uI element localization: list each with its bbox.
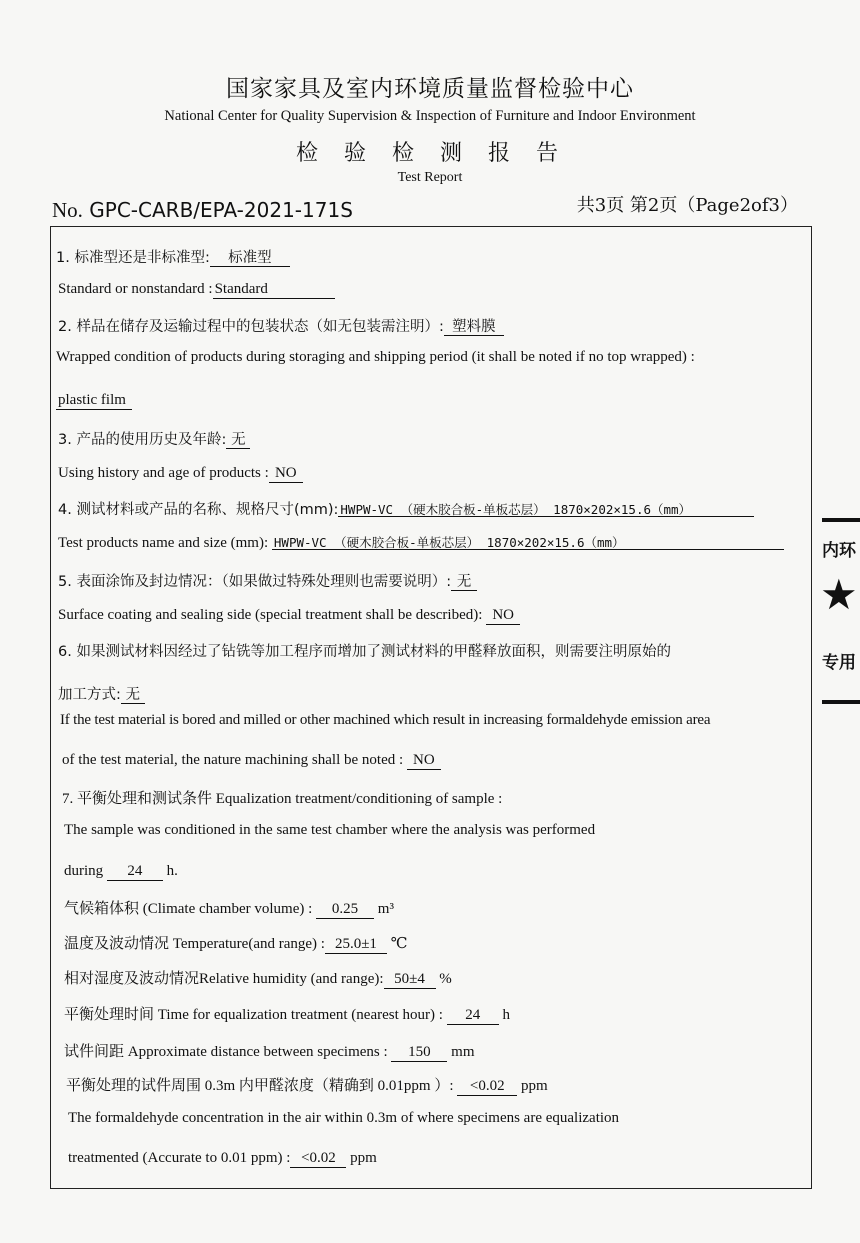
star-icon: ★ — [820, 570, 858, 619]
dist-unit: mm — [451, 1044, 475, 1060]
rh-label: 相对湿度及波动情况Relative humidity (and range): — [64, 971, 384, 987]
item5-en-value: NO — [486, 608, 520, 625]
rh-value: 50±4 — [384, 972, 436, 989]
specimen-distance — [64, 1040, 475, 1062]
during-value: 24 — [107, 864, 163, 881]
report-number-value: GPC-CARB/EPA-2021-171S — [89, 198, 353, 222]
item4-en-value: HWPW-VC （硬木胶合板-单板芯层） 1870×202×15.6（mm） — [272, 536, 784, 550]
concentration-en-1: The formaldehyde concentration in the air within 0.3m of where specimens are equalization — [68, 1110, 620, 1126]
item2-en-value: plastic film — [56, 393, 132, 410]
item3-en-label: Using history and age of products : — [58, 465, 269, 481]
chamber-volume — [64, 897, 394, 919]
time-label: 平衡处理时间 Time for equalization treatment (nearest hour) : — [64, 1007, 443, 1023]
concentration-en-2 — [68, 1150, 377, 1168]
concentration-cn — [66, 1074, 548, 1096]
item7-title: 7. 平衡处理和测试条件 Equalization treatment/conditioning of sample : — [62, 791, 503, 807]
item6-en-2 — [62, 752, 441, 770]
conc-en2-label: treatmented (Accurate to 0.01 ppm) : — [68, 1150, 291, 1166]
rh-unit: % — [439, 971, 452, 987]
item7-conditioned: The sample was conditioned in the same test chamber where the analysis was performed — [64, 822, 596, 838]
item2-cn-value: 塑料膜 — [444, 320, 504, 336]
temp-unit: ℃ — [390, 936, 408, 952]
conc-cn-label: 平衡处理的试件周围 0.3m 内甲醛浓度（精确到 0.01ppm ）: — [66, 1078, 454, 1094]
item4-en — [58, 535, 784, 552]
report-title-en: Test Report — [397, 170, 463, 185]
item3-cn — [58, 428, 250, 449]
item4-cn — [58, 498, 754, 519]
during-label: during — [64, 863, 104, 879]
report-title-cn: 检验检测报告 — [295, 141, 584, 166]
item5-cn-label: 5. 表面涂饰及封边情况：（如果做过特殊处理则也需要说明）: — [58, 574, 452, 590]
item6-cn-2 — [58, 683, 145, 704]
seal-bar-bottom — [822, 700, 860, 704]
item6-en: If the test material is bored and milled or other machined which result in increasing formaldehyde emission area — [60, 712, 711, 728]
item6-cn-value: 无 — [121, 688, 145, 704]
item2-en-value-row — [56, 392, 132, 410]
page-info: 共3页 第2页（Page2of3） — [576, 195, 798, 216]
seal-text-top: 内环 — [822, 541, 856, 561]
item3-en-value: NO — [269, 466, 303, 483]
item5-en — [58, 607, 520, 625]
item5-cn — [58, 570, 477, 591]
item6-en-value: NO — [407, 753, 441, 770]
item2-cn — [58, 315, 504, 336]
item1-cn-value: 标准型 — [210, 251, 290, 267]
official-seal-fragment — [816, 512, 860, 708]
conc-cn-unit: ppm — [521, 1078, 548, 1094]
item4-en-label: Test products name and size (mm): — [58, 535, 269, 551]
item1-en-label: Standard or nonstandard : — [58, 281, 213, 297]
item2-cn-label: 2. 样品在储存及运输过程中的包装状态（如无包装需注明）: — [58, 319, 444, 335]
conc-en2-value: <0.02 — [290, 1151, 346, 1168]
during-unit: h. — [166, 863, 178, 879]
item2-en — [56, 349, 695, 366]
header-org-en: National Center for Quality Supervision & Inspection of Furniture and Indoor Environment — [164, 108, 696, 124]
item6-cn: 6. 如果测试材料因经过了钻铣等加工程序而增加了测试材料的甲醛释放面积，则需要注明原始的 — [58, 644, 671, 660]
temp-label: 温度及波动情况 Temperature(and range) : — [64, 936, 325, 952]
temperature — [64, 932, 407, 954]
item6-cn2-label: 加工方式: — [58, 687, 121, 703]
item2-en-label: Wrapped condition of products during storaging and shipping period (it shall be noted if no top wrapped) : — [56, 349, 695, 365]
conc-en2-unit: ppm — [350, 1150, 377, 1166]
dist-value: 150 — [391, 1045, 447, 1062]
item1-cn-label: 1. 标准型还是非标准型: — [56, 250, 210, 266]
seal-bar-top — [822, 518, 860, 522]
item4-cn-label: 4. 测试材料或产品的名称、规格尺寸(mm): — [58, 502, 339, 518]
item6-en2-label: of the test material, the nature machining shall be noted : — [62, 752, 404, 768]
report-number-label: No. — [52, 198, 83, 222]
volume-label: 气候箱体积 (Climate chamber volume) : — [64, 901, 313, 917]
item1-en — [58, 281, 335, 299]
report-number — [52, 198, 353, 223]
conc-cn-value: <0.02 — [457, 1079, 517, 1096]
volume-value: 0.25 — [316, 902, 374, 919]
item3-cn-label: 3. 产品的使用历史及年龄: — [58, 432, 227, 448]
header-org-cn: 国家家具及室内环境质量监督检验中心 — [226, 76, 634, 102]
temp-value: 25.0±1 — [325, 937, 387, 954]
volume-unit: m³ — [377, 901, 394, 917]
item3-en — [58, 465, 303, 483]
seal-text-bottom: 专用 — [822, 653, 856, 673]
item7-during — [64, 863, 178, 881]
equalization-time — [64, 1003, 510, 1025]
item5-cn-value: 无 — [451, 575, 477, 591]
item1-en-value: Standard — [213, 282, 335, 299]
time-value: 24 — [447, 1008, 499, 1025]
item5-en-label: Surface coating and sealing side (special treatment shall be described): — [58, 607, 483, 623]
time-unit: h — [502, 1007, 510, 1023]
dist-label: 试件间距 Approximate distance between specimens : — [64, 1044, 388, 1060]
item4-cn-value: HWPW-VC （硬木胶合板-单板芯层） 1870×202×15.6（mm） — [338, 503, 754, 517]
relative-humidity — [64, 967, 452, 989]
item1-cn — [56, 246, 290, 267]
item3-cn-value: 无 — [226, 433, 250, 449]
